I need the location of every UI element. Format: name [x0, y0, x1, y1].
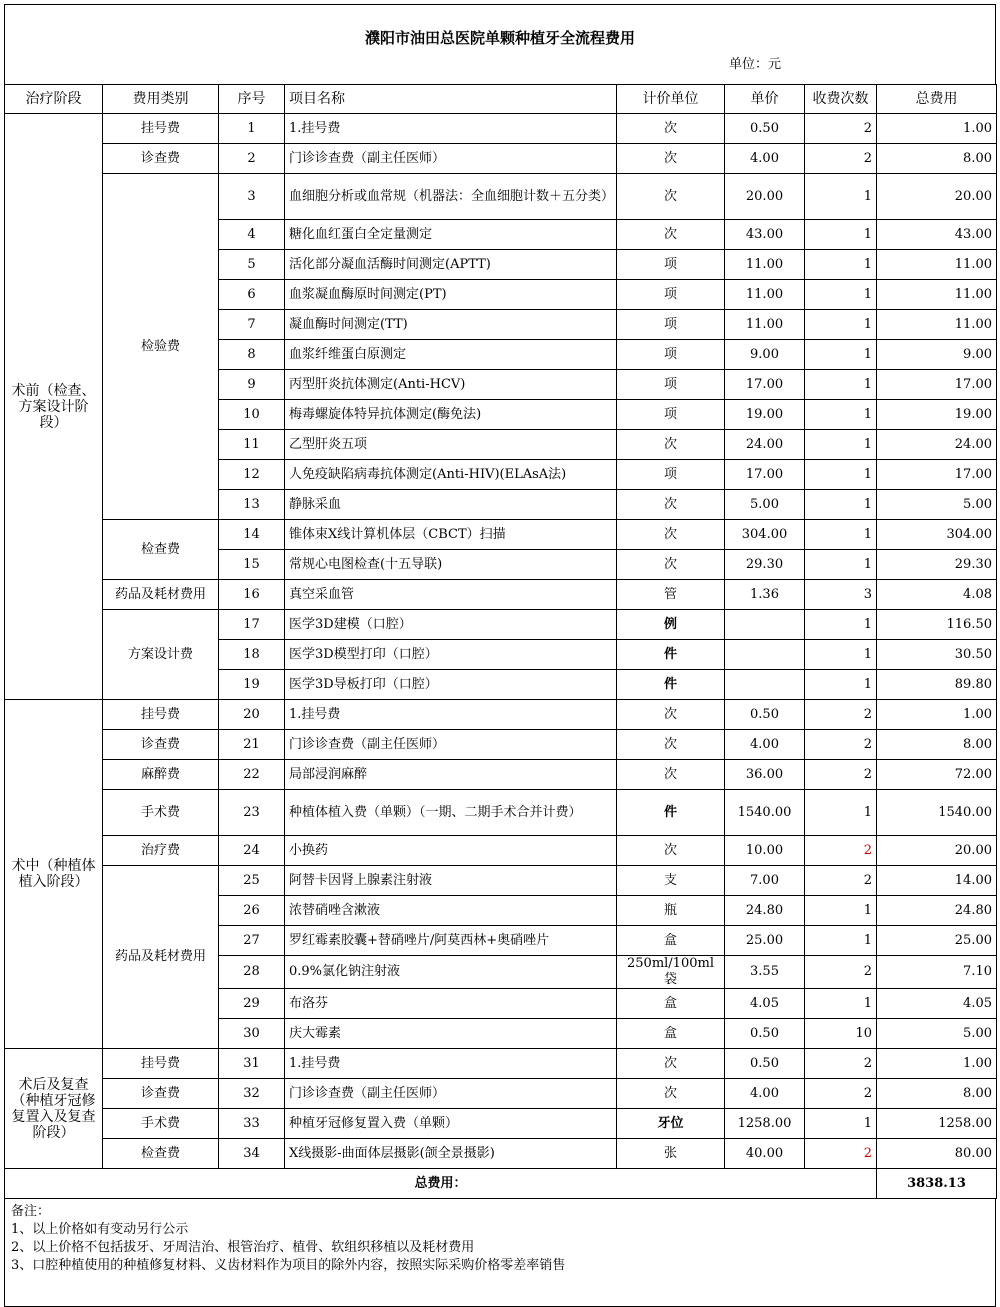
unit-price — [725, 610, 805, 640]
document-title: 濮阳市油田总医院单颗种植牙全流程费用 — [364, 29, 635, 47]
item-name: 种植牙冠修复置入费（单颗） — [285, 1109, 617, 1139]
row-number: 23 — [219, 790, 285, 836]
remark-line: 1、以上价格如有变动另行公示 — [11, 1222, 189, 1237]
pricing-unit: 项 — [617, 250, 725, 280]
total-fee: 8.00 — [877, 1079, 997, 1109]
table-row — [5, 760, 997, 790]
row-number: 24 — [219, 836, 285, 866]
grand-total-label: 总费用： — [5, 1169, 877, 1199]
total-fee: 80.00 — [877, 1139, 997, 1169]
header-total: 总费用 — [877, 85, 997, 114]
total-fee: 19.00 — [877, 400, 997, 430]
item-name: 糖化血红蛋白全定量测定 — [285, 220, 617, 250]
fee-category: 药品及耗材费用 — [103, 866, 219, 1049]
unit-price: 29.30 — [725, 550, 805, 580]
unit-price: 11.00 — [725, 280, 805, 310]
pricing-unit: 次 — [617, 490, 725, 520]
table-row — [5, 144, 997, 174]
title-block — [4, 4, 996, 84]
charge-count: 2 — [805, 956, 877, 989]
unit-price: 24.80 — [725, 896, 805, 926]
fee-category: 检查费 — [103, 520, 219, 580]
item-name: 锥体束X线计算机体层（CBCT）扫描 — [285, 520, 617, 550]
row-number: 31 — [219, 1049, 285, 1079]
unit-price: 1258.00 — [725, 1109, 805, 1139]
table-row — [5, 114, 997, 144]
charge-count: 1 — [805, 550, 877, 580]
pricing-unit: 250ml/100ml袋 — [617, 956, 725, 989]
charge-count: 2 — [805, 760, 877, 790]
row-number: 30 — [219, 1019, 285, 1049]
fee-sheet — [4, 4, 996, 1307]
pricing-unit: 次 — [617, 730, 725, 760]
grand-total-value: 3838.13 — [877, 1169, 997, 1199]
charge-count: 1 — [805, 1109, 877, 1139]
table-row — [5, 836, 997, 866]
stage-intraop: 术中（种植体植入阶段） — [5, 700, 103, 1049]
pricing-unit: 例 — [617, 610, 725, 640]
pricing-unit: 项 — [617, 370, 725, 400]
total-fee: 11.00 — [877, 310, 997, 340]
total-fee: 116.50 — [877, 610, 997, 640]
stage-postop: 术后及复查（种植牙冠修复置入及复查阶段） — [5, 1049, 103, 1169]
total-fee: 4.08 — [877, 580, 997, 610]
pricing-unit: 次 — [617, 430, 725, 460]
charge-count: 2 — [805, 866, 877, 896]
remark-line: 2、以上价格不包括拔牙、牙周洁治、根管治疗、植骨、软组织移植以及耗材费用 — [11, 1240, 475, 1255]
unit-price: 17.00 — [725, 370, 805, 400]
fee-category: 治疗费 — [103, 836, 219, 866]
pricing-unit: 次 — [617, 550, 725, 580]
item-name: 1.挂号费 — [285, 700, 617, 730]
item-name: 梅毒螺旋体特异抗体测定(酶免法) — [285, 400, 617, 430]
pricing-unit: 次 — [617, 220, 725, 250]
row-number: 29 — [219, 989, 285, 1019]
row-number: 14 — [219, 520, 285, 550]
table-row — [5, 1049, 997, 1079]
table-row — [5, 1109, 997, 1139]
row-number: 25 — [219, 866, 285, 896]
charge-count: 1 — [805, 790, 877, 836]
charge-count: 1 — [805, 670, 877, 700]
fee-category: 麻醉费 — [103, 760, 219, 790]
header-charge-count: 收费次数 — [805, 85, 877, 114]
row-number: 28 — [219, 956, 285, 989]
unit-price: 11.00 — [725, 250, 805, 280]
fee-category: 诊查费 — [103, 730, 219, 760]
pricing-unit: 项 — [617, 310, 725, 340]
unit-price: 5.00 — [725, 490, 805, 520]
pricing-unit: 项 — [617, 340, 725, 370]
item-name: 小换药 — [285, 836, 617, 866]
pricing-unit: 次 — [617, 174, 725, 220]
pricing-unit: 盒 — [617, 1019, 725, 1049]
unit-price: 40.00 — [725, 1139, 805, 1169]
row-number: 2 — [219, 144, 285, 174]
charge-count: 2 — [805, 1079, 877, 1109]
remark-line: 3、口腔种植使用的种植修复材料、义齿材料作为项目的除外内容，按照实际采购价格零差率销售 — [11, 1258, 566, 1273]
fee-category: 检查费 — [103, 1139, 219, 1169]
item-name: 门诊诊查费（副主任医师） — [285, 144, 617, 174]
currency-unit: 单位：元 — [729, 57, 782, 72]
row-number: 12 — [219, 460, 285, 490]
charge-count: 1 — [805, 430, 877, 460]
item-name: 人免疫缺陷病毒抗体测定(Anti-HIV)(ELAsA法) — [285, 460, 617, 490]
pricing-unit: 件 — [617, 790, 725, 836]
unit-price: 11.00 — [725, 310, 805, 340]
fee-category: 诊查费 — [103, 144, 219, 174]
total-fee: 29.30 — [877, 550, 997, 580]
table-row — [5, 866, 997, 896]
unit-price: 20.00 — [725, 174, 805, 220]
total-fee: 5.00 — [877, 490, 997, 520]
fee-category: 挂号费 — [103, 114, 219, 144]
item-name: 乙型肝炎五项 — [285, 430, 617, 460]
item-name: 浓替硝唑含漱液 — [285, 896, 617, 926]
item-name: 罗红霉素胶囊+替硝唑片/阿莫西林+奥硝唑片 — [285, 926, 617, 956]
charge-count: 10 — [805, 1019, 877, 1049]
charge-count: 3 — [805, 580, 877, 610]
total-fee: 8.00 — [877, 144, 997, 174]
total-fee: 24.00 — [877, 430, 997, 460]
total-fee: 25.00 — [877, 926, 997, 956]
charge-count: 1 — [805, 340, 877, 370]
charge-count: 1 — [805, 989, 877, 1019]
charge-count: 2 — [805, 1049, 877, 1079]
row-number: 9 — [219, 370, 285, 400]
table-row — [5, 174, 997, 220]
unit-price: 4.05 — [725, 989, 805, 1019]
charge-count: 1 — [805, 610, 877, 640]
unit-price: 4.00 — [725, 730, 805, 760]
item-name: 门诊诊查费（副主任医师） — [285, 730, 617, 760]
row-number: 16 — [219, 580, 285, 610]
row-number: 26 — [219, 896, 285, 926]
header-row — [5, 85, 997, 114]
fee-category: 手术费 — [103, 1109, 219, 1139]
fee-category: 手术费 — [103, 790, 219, 836]
pricing-unit: 项 — [617, 280, 725, 310]
table-row — [5, 700, 997, 730]
pricing-unit: 次 — [617, 700, 725, 730]
charge-count: 1 — [805, 250, 877, 280]
row-number: 6 — [219, 280, 285, 310]
row-number: 11 — [219, 430, 285, 460]
total-fee: 304.00 — [877, 520, 997, 550]
total-fee: 89.80 — [877, 670, 997, 700]
row-number: 34 — [219, 1139, 285, 1169]
unit-price: 17.00 — [725, 460, 805, 490]
charge-count: 1 — [805, 640, 877, 670]
unit-price: 1.36 — [725, 580, 805, 610]
row-number: 15 — [219, 550, 285, 580]
item-name: X线摄影-曲面体层摄影(颌全景摄影) — [285, 1139, 617, 1169]
charge-count: 1 — [805, 490, 877, 520]
fee-category: 药品及耗材费用 — [103, 580, 219, 610]
unit-price: 24.00 — [725, 430, 805, 460]
charge-count: 1 — [805, 280, 877, 310]
table-row — [5, 580, 997, 610]
pricing-unit: 次 — [617, 144, 725, 174]
header-pricing-unit: 计价单位 — [617, 85, 725, 114]
item-name: 血细胞分析或血常规（机器法：全血细胞计数＋五分类） — [285, 174, 617, 220]
row-number: 17 — [219, 610, 285, 640]
total-fee: 11.00 — [877, 280, 997, 310]
fee-category: 挂号费 — [103, 1049, 219, 1079]
unit-price: 4.00 — [725, 144, 805, 174]
pricing-unit: 瓶 — [617, 896, 725, 926]
table-row — [5, 610, 997, 640]
unit-price: 10.00 — [725, 836, 805, 866]
pricing-unit: 件 — [617, 640, 725, 670]
item-name: 种植体植入费（单颗）（一期、二期手术合并计费） — [285, 790, 617, 836]
row-number: 27 — [219, 926, 285, 956]
item-name: 门诊诊查费（副主任医师） — [285, 1079, 617, 1109]
unit-price: 0.50 — [725, 1049, 805, 1079]
row-number: 32 — [219, 1079, 285, 1109]
unit-price: 25.00 — [725, 926, 805, 956]
total-fee: 1.00 — [877, 114, 997, 144]
total-fee: 8.00 — [877, 730, 997, 760]
item-name: 医学3D建模（口腔） — [285, 610, 617, 640]
header-category: 费用类别 — [103, 85, 219, 114]
table-row — [5, 790, 997, 836]
charge-count: 2 — [805, 1139, 877, 1169]
total-fee: 4.05 — [877, 989, 997, 1019]
pricing-unit: 盒 — [617, 926, 725, 956]
total-fee: 43.00 — [877, 220, 997, 250]
item-name: 庆大霉素 — [285, 1019, 617, 1049]
row-number: 20 — [219, 700, 285, 730]
row-number: 3 — [219, 174, 285, 220]
total-fee: 17.00 — [877, 460, 997, 490]
pricing-unit: 盒 — [617, 989, 725, 1019]
item-name: 常规心电图检查(十五导联) — [285, 550, 617, 580]
grand-total-row — [5, 1169, 997, 1199]
charge-count: 1 — [805, 370, 877, 400]
total-fee: 1540.00 — [877, 790, 997, 836]
item-name: 丙型肝炎抗体测定(Anti-HCV) — [285, 370, 617, 400]
total-fee: 5.00 — [877, 1019, 997, 1049]
pricing-unit: 次 — [617, 520, 725, 550]
total-fee: 20.00 — [877, 836, 997, 866]
item-name: 医学3D导板打印（口腔） — [285, 670, 617, 700]
charge-count: 1 — [805, 520, 877, 550]
charge-count: 2 — [805, 700, 877, 730]
stage-preop: 术前（检查、方案设计阶段） — [5, 114, 103, 700]
item-name: 阿替卡因肾上腺素注射液 — [285, 866, 617, 896]
pricing-unit: 次 — [617, 114, 725, 144]
row-number: 8 — [219, 340, 285, 370]
unit-price: 3.55 — [725, 956, 805, 989]
item-name: 活化部分凝血活酶时间测定(APTT) — [285, 250, 617, 280]
unit-price: 19.00 — [725, 400, 805, 430]
pricing-unit: 次 — [617, 1079, 725, 1109]
charge-count: 1 — [805, 460, 877, 490]
pricing-unit: 件 — [617, 670, 725, 700]
row-number: 5 — [219, 250, 285, 280]
remarks — [4, 1199, 996, 1307]
item-name: 静脉采血 — [285, 490, 617, 520]
row-number: 13 — [219, 490, 285, 520]
table-row — [5, 730, 997, 760]
charge-count: 1 — [805, 896, 877, 926]
row-number: 10 — [219, 400, 285, 430]
total-fee: 17.00 — [877, 370, 997, 400]
header-number: 序号 — [219, 85, 285, 114]
total-fee: 11.00 — [877, 250, 997, 280]
pricing-unit: 张 — [617, 1139, 725, 1169]
total-fee: 24.80 — [877, 896, 997, 926]
pricing-unit: 项 — [617, 460, 725, 490]
total-fee: 1258.00 — [877, 1109, 997, 1139]
total-fee: 7.10 — [877, 956, 997, 989]
pricing-unit: 支 — [617, 866, 725, 896]
total-fee: 72.00 — [877, 760, 997, 790]
header-item-name: 项目名称 — [285, 85, 617, 114]
row-number: 18 — [219, 640, 285, 670]
charge-count: 2 — [805, 730, 877, 760]
total-fee: 14.00 — [877, 866, 997, 896]
table-row — [5, 520, 997, 550]
item-name: 凝血酶时间测定(TT) — [285, 310, 617, 340]
pricing-unit: 次 — [617, 836, 725, 866]
charge-count: 2 — [805, 114, 877, 144]
pricing-unit: 牙位 — [617, 1109, 725, 1139]
unit-price: 0.50 — [725, 1019, 805, 1049]
total-fee: 1.00 — [877, 1049, 997, 1079]
unit-price — [725, 670, 805, 700]
fee-category: 诊查费 — [103, 1079, 219, 1109]
unit-price: 304.00 — [725, 520, 805, 550]
item-name: 0.9%氯化钠注射液 — [285, 956, 617, 989]
total-fee: 30.50 — [877, 640, 997, 670]
pricing-unit: 管 — [617, 580, 725, 610]
table-row — [5, 1139, 997, 1169]
item-name: 1.挂号费 — [285, 114, 617, 144]
charge-count: 1 — [805, 926, 877, 956]
unit-price: 43.00 — [725, 220, 805, 250]
row-number: 21 — [219, 730, 285, 760]
fee-category: 检验费 — [103, 174, 219, 520]
fee-category: 挂号费 — [103, 700, 219, 730]
item-name: 局部浸润麻醉 — [285, 760, 617, 790]
row-number: 7 — [219, 310, 285, 340]
pricing-unit: 项 — [617, 400, 725, 430]
charge-count: 1 — [805, 220, 877, 250]
unit-price: 0.50 — [725, 700, 805, 730]
item-name: 血浆纤维蛋白原测定 — [285, 340, 617, 370]
unit-price: 36.00 — [725, 760, 805, 790]
total-fee: 9.00 — [877, 340, 997, 370]
charge-count: 2 — [805, 836, 877, 866]
unit-price: 7.00 — [725, 866, 805, 896]
charge-count: 2 — [805, 144, 877, 174]
item-name: 真空采血管 — [285, 580, 617, 610]
item-name: 布洛芬 — [285, 989, 617, 1019]
row-number: 4 — [219, 220, 285, 250]
total-fee: 1.00 — [877, 700, 997, 730]
unit-price — [725, 640, 805, 670]
header-unit-price: 单价 — [725, 85, 805, 114]
unit-price: 0.50 — [725, 114, 805, 144]
row-number: 22 — [219, 760, 285, 790]
unit-price: 4.00 — [725, 1079, 805, 1109]
header-stage: 治疗阶段 — [5, 85, 103, 114]
row-number: 33 — [219, 1109, 285, 1139]
row-number: 1 — [219, 114, 285, 144]
unit-price: 9.00 — [725, 340, 805, 370]
charge-count: 1 — [805, 174, 877, 220]
fee-table — [4, 84, 997, 1199]
row-number: 19 — [219, 670, 285, 700]
total-fee: 20.00 — [877, 174, 997, 220]
remarks-heading: 备注： — [11, 1204, 51, 1219]
fee-category: 方案设计费 — [103, 610, 219, 700]
pricing-unit: 次 — [617, 1049, 725, 1079]
charge-count: 1 — [805, 400, 877, 430]
table-row — [5, 1079, 997, 1109]
unit-price: 1540.00 — [725, 790, 805, 836]
charge-count: 1 — [805, 310, 877, 340]
item-name: 血浆凝血酶原时间测定(PT) — [285, 280, 617, 310]
pricing-unit: 次 — [617, 760, 725, 790]
item-name: 1.挂号费 — [285, 1049, 617, 1079]
item-name: 医学3D模型打印（口腔） — [285, 640, 617, 670]
